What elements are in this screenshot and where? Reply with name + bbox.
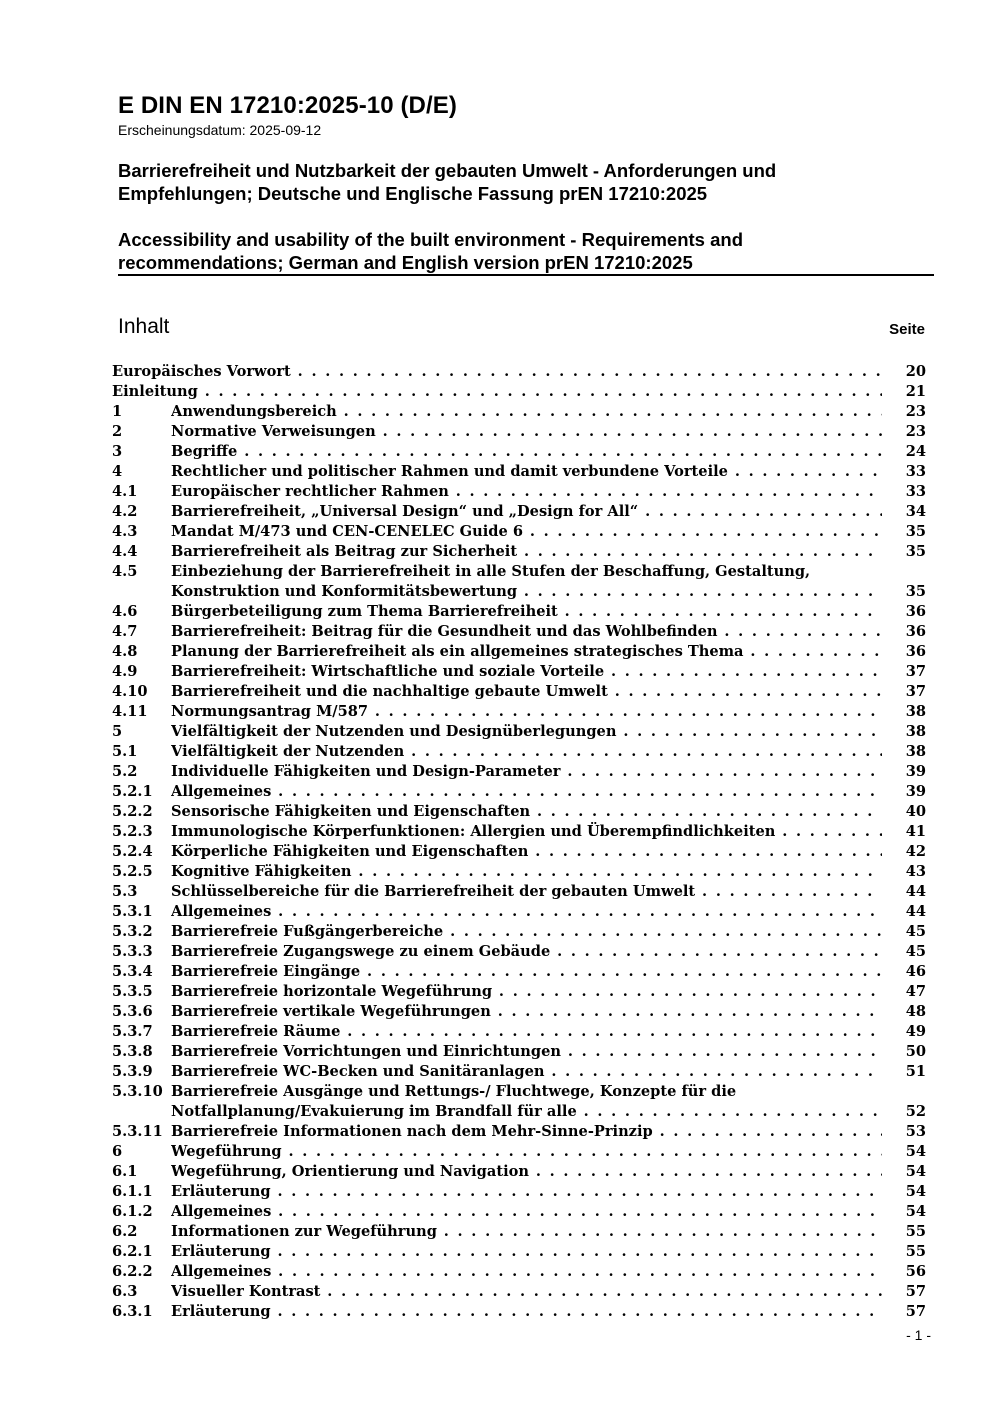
- toc-entry-page: 39: [905, 763, 926, 780]
- toc-entry[interactable]: [112, 982, 926, 1002]
- title-german-line-2: Empfehlungen; Deutsche und Englische Fassung prEN 17210:2025: [118, 183, 708, 204]
- toc-entry-title-text: Wegeführung . . .: [171, 1143, 882, 1160]
- toc-entry[interactable]: [112, 542, 926, 562]
- page-number: - 1 -: [906, 1327, 931, 1343]
- toc-entry-number: 4.9: [112, 663, 138, 680]
- toc-entry-page: 38: [905, 723, 926, 740]
- toc-entry[interactable]: [112, 1022, 926, 1042]
- toc-entry[interactable]: [112, 942, 926, 962]
- toc-entry-title-text: Erläuterung . . .: [171, 1303, 882, 1320]
- toc-entry-title: [112, 362, 882, 382]
- toc-entry-page: 54: [905, 1143, 926, 1160]
- toc-entry-page: 49: [905, 1023, 926, 1040]
- toc-entry-number: 5.2.3: [112, 823, 153, 840]
- toc-entry-title-text: Barrierefreie Fußgängerbereiche . . .: [171, 923, 882, 940]
- toc-entry-page: 35: [905, 543, 926, 560]
- toc-entry[interactable]: [112, 1222, 926, 1242]
- toc-entry-title-text: Sensorische Fähigkeiten und Eigenschaften . . .: [171, 803, 882, 820]
- toc-entry[interactable]: [112, 1182, 926, 1202]
- toc-entry-number: 5.2.5: [112, 863, 153, 880]
- toc-entry[interactable]: [112, 822, 926, 842]
- toc-entry-title: [112, 382, 882, 402]
- toc-entry-page: 35: [905, 523, 926, 540]
- toc-entry-number: 6.2: [112, 1223, 138, 1240]
- toc-entry-title-text: Wegeführung, Orientierung und Navigation . . .: [171, 1163, 882, 1180]
- title-english: [118, 228, 743, 274]
- toc-entry-number: 5.2: [112, 763, 138, 780]
- toc-entry-page: 54: [905, 1203, 926, 1220]
- toc-entry-number: 6.3: [112, 1283, 138, 1300]
- toc-entry-number: 5.1: [112, 743, 138, 760]
- toc-entry-title: [171, 1162, 882, 1182]
- toc-entry-page: 37: [905, 683, 926, 700]
- toc-entry-title: [171, 642, 882, 662]
- toc-entry-title-text: Barrierefreie Eingänge . . .: [171, 963, 882, 980]
- toc-entry-number: 4.7: [112, 623, 138, 640]
- toc-entry[interactable]: [112, 462, 926, 482]
- toc-entry-number: 6.1.2: [112, 1203, 153, 1220]
- toc-entry-page: 23: [905, 403, 926, 420]
- toc-entry-number: 4.2: [112, 503, 138, 520]
- toc-entry[interactable]: [112, 922, 926, 942]
- toc-entry-page: 39: [905, 783, 926, 800]
- toc-entry[interactable]: [112, 1262, 926, 1282]
- toc-entry-number: 4.11: [112, 703, 148, 720]
- toc-entry-title-text: Barrierefreiheit als Beitrag zur Sicherheit . . .: [171, 543, 882, 560]
- toc-entry-number: 4.6: [112, 603, 138, 620]
- toc-entry-number: 4.5: [112, 563, 138, 580]
- toc-entry-page: 55: [905, 1223, 926, 1240]
- publication-date: Erscheinungsdatum: 2025-09-12: [118, 122, 322, 138]
- toc-entry-page: 45: [905, 923, 926, 940]
- toc-entry-title: [171, 1282, 882, 1302]
- toc-entry-number: 5.3.3: [112, 943, 153, 960]
- toc-entry-title-text: Barrierefreie WC-Becken und Sanitäranlagen . . .: [171, 1063, 882, 1080]
- toc-entry-number: 5.3.10: [112, 1083, 163, 1100]
- toc-entry-page: 50: [905, 1043, 926, 1060]
- toc-entry-page: 37: [905, 663, 926, 680]
- toc-entry-page: 38: [905, 743, 926, 760]
- toc-entry-title: [171, 742, 882, 762]
- toc-entry-number: 4.10: [112, 683, 148, 700]
- toc-entry-title: [171, 762, 882, 782]
- toc-entry-page: 33: [905, 483, 926, 500]
- toc-entry-page: 46: [905, 963, 926, 980]
- toc-entry-title: [171, 982, 882, 1002]
- toc-entry[interactable]: [112, 722, 926, 742]
- toc-entry[interactable]: [112, 642, 926, 662]
- toc-entry-title: [171, 522, 882, 542]
- toc-entry-page: 56: [905, 1263, 926, 1280]
- toc-entry-number: 2: [112, 423, 123, 440]
- toc-entry-number: 5.2.2: [112, 803, 153, 820]
- toc-entry[interactable]: [112, 1302, 926, 1322]
- toc-entry-title: [171, 1302, 882, 1322]
- title-german: [118, 159, 776, 205]
- toc-entry-title: [171, 922, 882, 942]
- toc-entry-page: 53: [905, 1123, 926, 1140]
- toc-entry-title-text: Bürgerbeteiligung zum Thema Barrierefreiheit . . .: [171, 603, 882, 620]
- toc-entry-title-text: Barrierefreie Zugangswege zu einem Gebäude . . .: [171, 943, 882, 960]
- toc-entry-title: [171, 802, 882, 822]
- toc-entry-number: 5.3: [112, 883, 138, 900]
- toc-entry-title-text: Allgemeines . . .: [171, 783, 882, 800]
- toc-entry-number: 5.2.4: [112, 843, 153, 860]
- toc-entry[interactable]: [112, 1242, 926, 1262]
- toc-entry[interactable]: [112, 602, 926, 622]
- toc-entry-title: [171, 542, 882, 562]
- toc-entry-page: 44: [905, 903, 926, 920]
- toc-entry-number: 4.3: [112, 523, 138, 540]
- toc-entry[interactable]: [112, 742, 926, 762]
- toc-entry-number: 5.3.4: [112, 963, 153, 980]
- toc-entry-page: 45: [905, 943, 926, 960]
- toc-entry[interactable]: [112, 1062, 926, 1082]
- toc-entry-title: [171, 1242, 882, 1262]
- toc-entry-title-text: Rechtlicher und politischer Rahmen und damit verbundene Vorteile . . .: [171, 463, 882, 480]
- toc-entry-title: [171, 622, 882, 642]
- document-title: E DIN EN 17210:2025-10 (D/E): [118, 92, 457, 119]
- toc-entry[interactable]: [112, 502, 926, 522]
- toc-entry-number: 4: [112, 463, 123, 480]
- toc-entry-number: 5.3.2: [112, 923, 153, 940]
- toc-entry[interactable]: [112, 842, 926, 862]
- toc-entry-title-text: Individuelle Fähigkeiten und Design-Parameter . . .: [171, 763, 882, 780]
- toc-entry-title-text: Barrierefreie vertikale Wegeführungen . . .: [171, 1003, 882, 1020]
- toc-heading: Inhalt: [118, 315, 170, 338]
- toc-entry-number: 3: [112, 443, 123, 460]
- toc-entry-page: 35: [905, 583, 926, 600]
- toc-entry-title-line-1: Einbeziehung der Barrierefreiheit in alle Stufen der Beschaffung, Gestaltung,: [171, 563, 811, 580]
- toc-entry-title-text: Barrierefreie Räume . . .: [171, 1023, 882, 1040]
- toc-entry[interactable]: [112, 622, 926, 642]
- toc-entry-title-text: Körperliche Fähigkeiten und Eigenschaften . . .: [171, 843, 882, 860]
- toc-entry-title-text: Allgemeines . . .: [171, 1263, 882, 1280]
- toc-entry-title-line-1: Barrierefreie Ausgänge und Rettungs-/ Fluchtwege, Konzepte für die: [171, 1083, 737, 1100]
- toc-entry-title: [171, 502, 882, 522]
- toc-entry-page: 38: [905, 703, 926, 720]
- toc-entry-title-text: Visueller Kontrast . . .: [171, 1283, 882, 1300]
- toc-entry-title: [171, 602, 882, 622]
- toc-entry-title: [171, 1002, 882, 1022]
- toc-entry-title-text: Barrierefreiheit, „Universal Design“ und „Design for All“ . . .: [171, 503, 882, 520]
- toc-entry-title: [171, 782, 882, 802]
- toc-entry-number: 5: [112, 723, 123, 740]
- toc-entry[interactable]: [112, 442, 926, 462]
- toc-entry-page: 33: [905, 463, 926, 480]
- toc-entry-title: [171, 702, 882, 722]
- toc-entry-title-text: Schlüsselbereiche für die Barrierefreiheit der gebauten Umwelt . . .: [171, 883, 882, 900]
- toc-entry-title: [171, 1202, 882, 1222]
- toc-entry-title-text: Barrierefreiheit: Beitrag für die Gesundheit und das Wohlbefinden . . .: [171, 623, 882, 640]
- toc-entry[interactable]: [112, 802, 926, 822]
- toc-entry-title: [171, 442, 882, 462]
- toc-entry-number: 6.1.1: [112, 1183, 153, 1200]
- toc-entry[interactable]: [112, 782, 926, 802]
- toc-entry-title-text: Vielfältigkeit der Nutzenden . . .: [171, 743, 882, 760]
- toc-entry-title-text: Mandat M/473 und CEN-CENELEC Guide 6 . . .: [171, 523, 882, 540]
- toc-entry[interactable]: [112, 662, 926, 682]
- toc-entry[interactable]: [112, 902, 926, 922]
- toc-entry[interactable]: [112, 522, 926, 542]
- toc-entry[interactable]: [112, 882, 926, 902]
- toc-entry-number: 6.3.1: [112, 1303, 153, 1320]
- toc-entry-title: [171, 1102, 882, 1122]
- toc-entry-title: [171, 482, 882, 502]
- toc-entry-title-text: Immunologische Körperfunktionen: Allergien und Überempfindlichkeiten . . .: [171, 823, 882, 840]
- toc-entry-page: 48: [905, 1003, 926, 1020]
- toc-entry-number: 6.2.2: [112, 1263, 153, 1280]
- toc-entry[interactable]: [112, 962, 926, 982]
- toc-entry[interactable]: [112, 1282, 926, 1302]
- toc-entry-number: 6.1: [112, 1163, 138, 1180]
- toc-entry[interactable]: [112, 382, 926, 402]
- toc-entry-page: 36: [905, 603, 926, 620]
- toc-entry-title-text: Erläuterung . . .: [171, 1243, 882, 1260]
- toc-entry-number: 4.4: [112, 543, 138, 560]
- toc-entry-title: [171, 582, 882, 602]
- toc-entry-page: 52: [905, 1103, 926, 1120]
- toc-entry-title-text: Planung der Barrierefreiheit als ein allgemeines strategisches Thema . . .: [171, 643, 882, 660]
- toc-entry-title: [171, 902, 882, 922]
- toc-entry[interactable]: [112, 1002, 926, 1022]
- toc-entry-page: 36: [905, 643, 926, 660]
- toc-entry-title: [171, 962, 882, 982]
- toc-entry-title-text: Kognitive Fähigkeiten . . .: [171, 863, 882, 880]
- toc-entry[interactable]: [112, 862, 926, 882]
- toc-entry[interactable]: [112, 1042, 926, 1062]
- toc-entry-title-text: Europäischer rechtlicher Rahmen . . .: [171, 483, 882, 500]
- toc-entry-page: 54: [905, 1183, 926, 1200]
- toc-entry-title: [171, 402, 882, 422]
- toc-entry-title-text: Barrierefreie Informationen nach dem Mehr-Sinne-Prinzip . . .: [171, 1123, 882, 1140]
- toc-entry-page: 42: [905, 843, 926, 860]
- toc-entry-title: [171, 1182, 882, 1202]
- toc-entry[interactable]: [112, 1082, 926, 1122]
- toc-entry-page: 21: [905, 383, 926, 400]
- toc-entry[interactable]: [112, 362, 926, 382]
- toc-entry-title: [171, 1142, 882, 1162]
- toc-entry-title: [171, 422, 882, 442]
- toc-entry-number: 5.3.7: [112, 1023, 153, 1040]
- toc-entry-title-text: Anwendungsbereich . . .: [171, 403, 882, 420]
- toc-entry[interactable]: [112, 762, 926, 782]
- toc-entry-title: [171, 462, 882, 482]
- toc-entry-title-text: Barrierefreiheit und die nachhaltige gebaute Umwelt . . .: [171, 683, 882, 700]
- toc-entry-title: [171, 822, 882, 842]
- toc-entry-page: 47: [905, 983, 926, 1000]
- toc-entry-page: 23: [905, 423, 926, 440]
- toc-entry-title: [171, 862, 882, 882]
- toc-entry-number: 4.8: [112, 643, 138, 660]
- toc-entry-title: [171, 1022, 882, 1042]
- toc-entry[interactable]: [112, 1142, 926, 1162]
- toc-entry-title-text: Normungsantrag M/587 . . .: [171, 703, 882, 720]
- toc-entry-title-text: Informationen zur Wegeführung . . .: [171, 1223, 882, 1240]
- toc-entry-title-text: Vielfältigkeit der Nutzenden und Designüberlegungen . . .: [171, 723, 882, 740]
- toc-entry-number: 4.1: [112, 483, 138, 500]
- toc-entry-title-text: Allgemeines . . .: [171, 1203, 882, 1220]
- toc-entry-title-text: Allgemeines . . .: [171, 903, 882, 920]
- toc-entry-number: 5.3.11: [112, 1123, 163, 1140]
- toc-entry[interactable]: [112, 1202, 926, 1222]
- toc-entry-page: 20: [905, 363, 926, 380]
- toc-entry-title-text: Begriffe . . .: [171, 443, 882, 460]
- toc-entry-page: 57: [905, 1283, 926, 1300]
- toc-entry-title: [171, 1062, 882, 1082]
- toc-entry-title: [171, 722, 882, 742]
- toc-entry[interactable]: [112, 402, 926, 422]
- toc-entry-page: 40: [905, 803, 926, 820]
- toc-entry-page: 54: [905, 1163, 926, 1180]
- toc-entry[interactable]: [112, 562, 926, 602]
- toc-entry-number: 1: [112, 403, 123, 420]
- table-of-contents: [112, 362, 926, 1322]
- title-german-line-1: Barrierefreiheit und Nutzbarkeit der gebauten Umwelt - Anforderungen und: [118, 160, 777, 181]
- toc-entry-number: 5.3.6: [112, 1003, 153, 1020]
- toc-entry[interactable]: [112, 1162, 926, 1182]
- title-english-line-2: recommendations; German and English version prEN 17210:2025: [118, 252, 693, 273]
- toc-entry-page: 57: [905, 1303, 926, 1320]
- toc-entry-page: 36: [905, 623, 926, 640]
- toc-entry[interactable]: [112, 682, 926, 702]
- toc-entry-title: [171, 662, 882, 682]
- title-english-line-1: Accessibility and usability of the built environment - Requirements and: [118, 229, 743, 250]
- toc-entry[interactable]: [112, 422, 926, 442]
- toc-entry-title: [171, 882, 882, 902]
- toc-entry-number: 6.2.1: [112, 1243, 153, 1260]
- toc-entry-title-text: Barrierefreiheit: Wirtschaftliche und soziale Vorteile . . .: [171, 663, 882, 680]
- toc-entry-number: 5.3.5: [112, 983, 153, 1000]
- toc-entry-page: 43: [905, 863, 926, 880]
- toc-entry[interactable]: [112, 482, 926, 502]
- toc-entry-title: [171, 942, 882, 962]
- toc-entry-page: 24: [905, 443, 926, 460]
- toc-entry-title: [171, 1122, 882, 1142]
- toc-entry-title: [171, 1262, 882, 1282]
- toc-entry-title: [171, 682, 882, 702]
- toc-entry-number: 5.3.9: [112, 1063, 153, 1080]
- page-column-label: Seite: [889, 321, 925, 338]
- toc-entry-page: 44: [905, 883, 926, 900]
- toc-entry-title-text: Normative Verweisungen . . .: [171, 423, 882, 440]
- toc-entry-title: [171, 1042, 882, 1062]
- toc-entry-title-text: Einleitung . . .: [112, 383, 882, 400]
- toc-entry-title-text: Erläuterung . . .: [171, 1183, 882, 1200]
- toc-entry-number: 5.3.8: [112, 1043, 153, 1060]
- toc-entry-number: 5.2.1: [112, 783, 153, 800]
- toc-entry-number: 5.3.1: [112, 903, 153, 920]
- toc-entry-title: [171, 842, 882, 862]
- toc-entry-title-text: Notfallplanung/Evakuierung im Brandfall für alle . . .: [171, 1103, 882, 1120]
- toc-entry-title-text: Barrierefreie Vorrichtungen und Einrichtungen . . .: [171, 1043, 882, 1060]
- toc-entry-page: 55: [905, 1243, 926, 1260]
- toc-entry-title-text: Europäisches Vorwort . . .: [112, 363, 882, 380]
- toc-entry-title: [171, 1222, 882, 1242]
- toc-entry-title-text: Konstruktion und Konformitätsbewertung . . .: [171, 583, 882, 600]
- toc-entry-page: 41: [905, 823, 926, 840]
- toc-entry-page: 51: [905, 1063, 926, 1080]
- header-divider: [118, 274, 934, 276]
- toc-entry[interactable]: [112, 1122, 926, 1142]
- toc-entry-number: 6: [112, 1143, 123, 1160]
- toc-entry-page: 34: [905, 503, 926, 520]
- toc-entry[interactable]: [112, 702, 926, 722]
- toc-entry-title-text: Barrierefreie horizontale Wegeführung . . .: [171, 983, 882, 1000]
